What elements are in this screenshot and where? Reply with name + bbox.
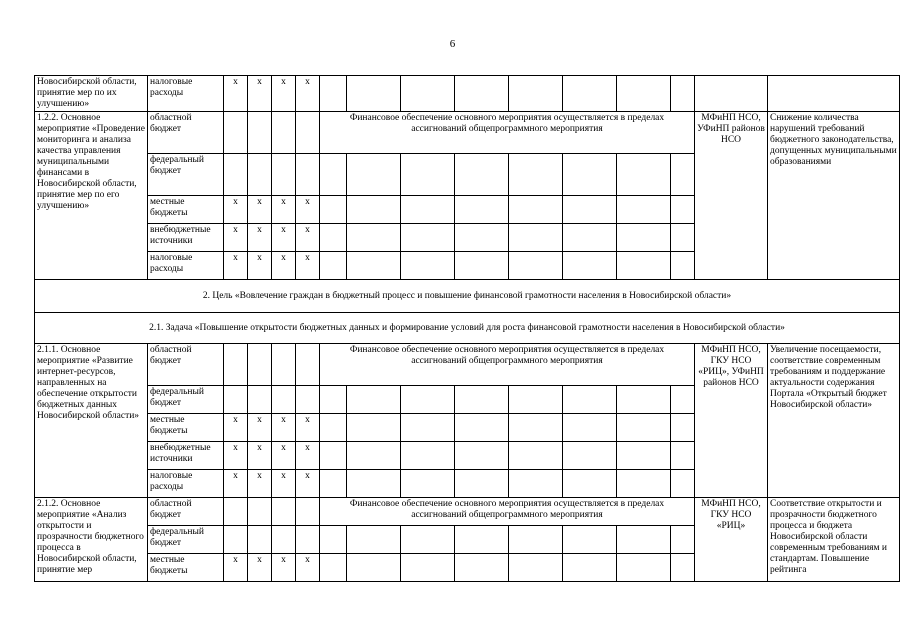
financing-note: Финансовое обеспечение основного мероприятия осуществляется в пределах ассигнований общепрограммного мероприятия: [320, 498, 695, 526]
goal-row: [35, 280, 900, 313]
activity-title-cell: 2.1.2. Основное мероприятие «Анализ открытости и прозрачности бюджетного процесса в Новосибирской области, принятие мер: [35, 498, 148, 582]
table-row: [35, 76, 900, 112]
funding-source-cell: внебюджетные источники: [148, 224, 224, 252]
x-mark: x: [248, 224, 272, 252]
x-mark: x: [296, 470, 320, 498]
activity-title-cell: Новосибирской области, принятие мер по их улучшению»: [35, 76, 148, 112]
x-mark: x: [224, 76, 248, 112]
funding-source-cell: местные бюджеты: [148, 554, 224, 582]
activity-title-cell: 1.2.2. Основное мероприятие «Проведение мониторинга и анализа качества управления муниципальными финансами в Новосибирской области, принятие мер по его улучшению»: [35, 112, 148, 280]
funding-source-cell: федеральный бюджет: [148, 154, 224, 196]
x-mark: x: [224, 252, 248, 280]
x-mark: x: [248, 442, 272, 470]
x-mark: x: [296, 414, 320, 442]
x-mark: x: [224, 442, 248, 470]
funding-source-cell: местные бюджеты: [148, 414, 224, 442]
executor-cell: МФиНП НСО, ГКУ НСО «РИЦ»: [695, 498, 768, 582]
x-mark: x: [296, 252, 320, 280]
funding-source-cell: налоговые расходы: [148, 470, 224, 498]
funding-source-cell: областной бюджет: [148, 498, 224, 526]
x-mark: x: [248, 554, 272, 582]
x-mark: x: [272, 442, 296, 470]
x-mark: x: [248, 470, 272, 498]
funding-source-cell: федеральный бюджет: [148, 386, 224, 414]
activity-title-cell: 2.1.1. Основное мероприятие «Развитие интернет-ресурсов, направленных на обеспечение открытости бюджетных данных Новосибирской области»: [35, 344, 148, 498]
x-mark: x: [248, 414, 272, 442]
result-cell: Увеличение посещаемости, соответствие современным требованиям и поддержание актуальности содержания Портала «Открытый бюджет Новосибирской области»: [768, 344, 900, 498]
goal-title: 2. Цель «Вовлечение граждан в бюджетный процесс и повышение финансовой грамотности населения в Новосибирской области»: [35, 280, 900, 313]
table-row: [35, 112, 900, 154]
x-mark: x: [248, 252, 272, 280]
x-mark: x: [296, 554, 320, 582]
x-mark: x: [224, 470, 248, 498]
x-mark: x: [224, 224, 248, 252]
financing-note: Финансовое обеспечение основного мероприятия осуществляется в пределах ассигнований общепрограммного мероприятия: [320, 112, 695, 154]
x-mark: x: [296, 76, 320, 112]
x-mark: x: [224, 196, 248, 224]
x-mark: x: [272, 76, 296, 112]
x-mark: x: [224, 554, 248, 582]
funding-source-cell: областной бюджет: [148, 112, 224, 154]
executor-cell: МФиНП НСО, ГКУ НСО «РИЦ», УФиНП районов НСО: [695, 344, 768, 498]
funding-source-cell: налоговые расходы: [148, 76, 224, 112]
x-mark: x: [224, 414, 248, 442]
result-cell: Снижение количества нарушений требований бюджетного законодательства, допущенных муниципальными образованиями: [768, 112, 900, 280]
table-row: [35, 498, 900, 526]
financing-note: Финансовое обеспечение основного мероприятия осуществляется в пределах ассигнований общепрограммного мероприятия: [320, 344, 695, 386]
funding-source-cell: внебюджетные источники: [148, 442, 224, 470]
x-mark: x: [296, 442, 320, 470]
x-mark: x: [272, 470, 296, 498]
task-row: [35, 313, 900, 344]
x-mark: x: [248, 76, 272, 112]
x-mark: x: [272, 554, 296, 582]
page-number: 6: [449, 38, 456, 50]
task-title: 2.1. Задача «Повышение открытости бюджетных данных и формирование условий для роста финансовой грамотности населения в Новосибирской области»: [35, 313, 900, 344]
x-mark: x: [248, 196, 272, 224]
funding-source-cell: федеральный бюджет: [148, 526, 224, 554]
table-row: [35, 344, 900, 386]
funding-source-cell: налоговые расходы: [148, 252, 224, 280]
x-mark: x: [272, 196, 296, 224]
x-mark: x: [272, 252, 296, 280]
result-cell: Соответствие открытости и прозрачности бюджетного процесса и бюджета Новосибирской области современным требованиям и стандартам. Повышение рейтинга: [768, 498, 900, 582]
x-mark: x: [296, 224, 320, 252]
x-mark: x: [296, 196, 320, 224]
funding-source-cell: областной бюджет: [148, 344, 224, 386]
x-mark: x: [272, 224, 296, 252]
program-activities-table: [34, 75, 900, 582]
funding-source-cell: местные бюджеты: [148, 196, 224, 224]
executor-cell: МФиНП НСО, УФиНП районов НСО: [695, 112, 768, 280]
x-mark: x: [272, 414, 296, 442]
